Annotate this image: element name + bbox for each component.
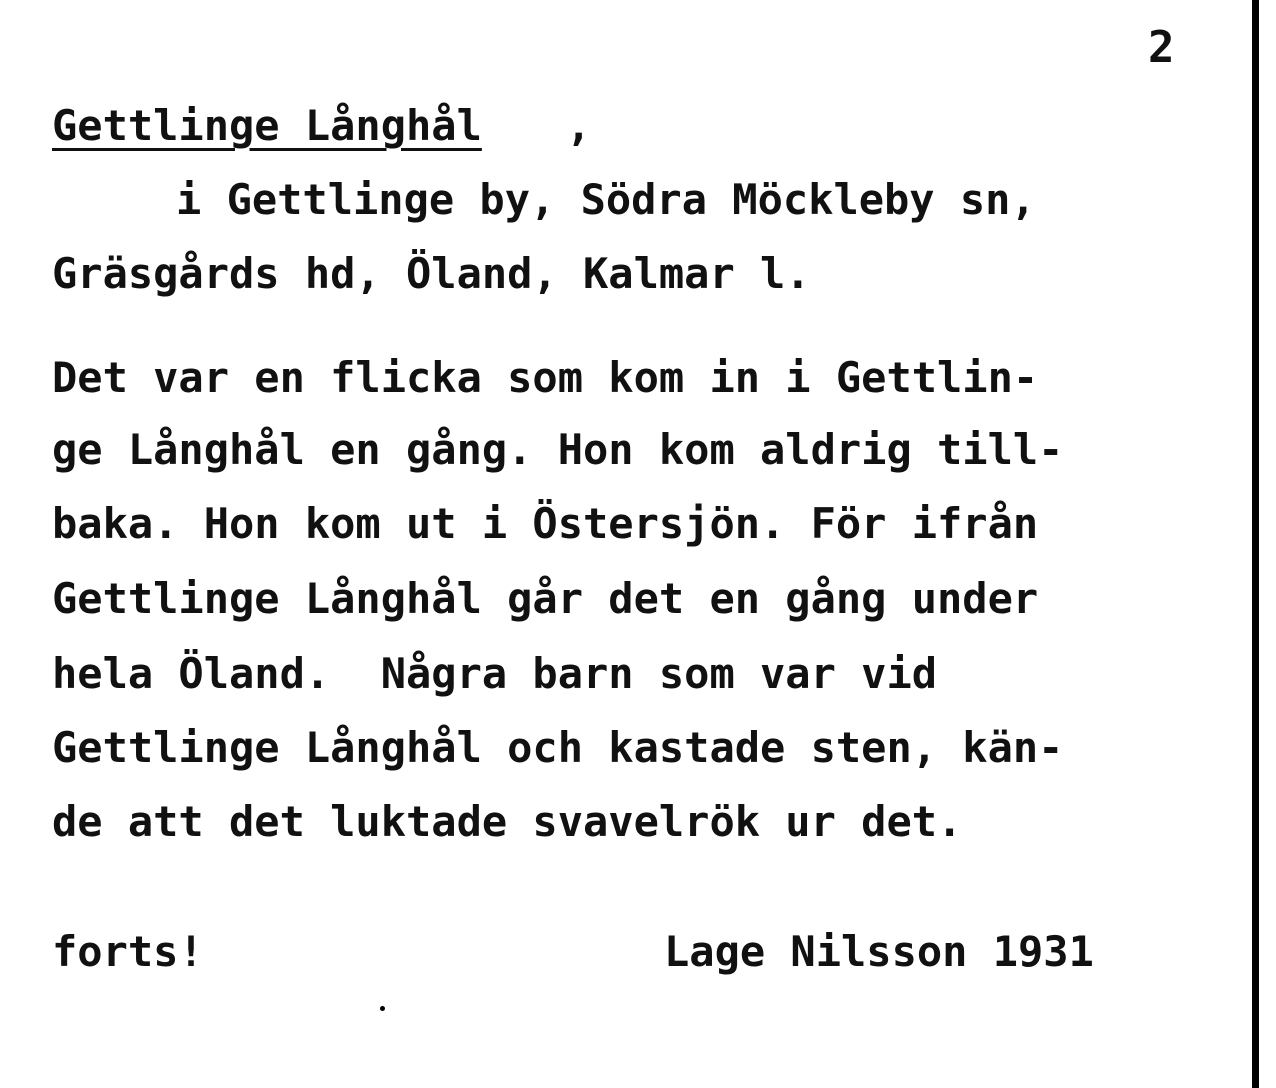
body-line: de att det luktade svavelrök ur det.	[52, 797, 963, 846]
body-line: Gettlinge Långhål går det en gång under	[52, 574, 1039, 623]
location-line-1: i Gettlinge by, Södra Möckleby sn,	[176, 175, 1036, 224]
body-line: Gettlinge Långhål och kastade sten, kän-	[52, 723, 1064, 772]
collector-signature: Lage Nilsson 1931	[664, 927, 1094, 976]
record-title: Gettlinge Långhål	[52, 101, 482, 150]
ink-speck	[380, 1006, 385, 1011]
body-line: hela Öland. Några barn som var vid	[52, 649, 938, 698]
card-edge-border	[1252, 0, 1259, 1088]
page-number: 2	[1148, 22, 1175, 73]
body-line: Det var en flicka som kom in i Gettlin-	[52, 353, 1039, 402]
body-line: baka. Hon kom ut i Östersjön. För ifrån	[52, 499, 1039, 548]
location-line-2: Gräsgårds hd, Öland, Kalmar l.	[52, 249, 811, 298]
continuation-note: forts!	[52, 927, 204, 976]
body-line: ge Långhål en gång. Hon kom aldrig till-	[52, 425, 1064, 474]
record-title-punctuation: ,	[566, 101, 592, 150]
